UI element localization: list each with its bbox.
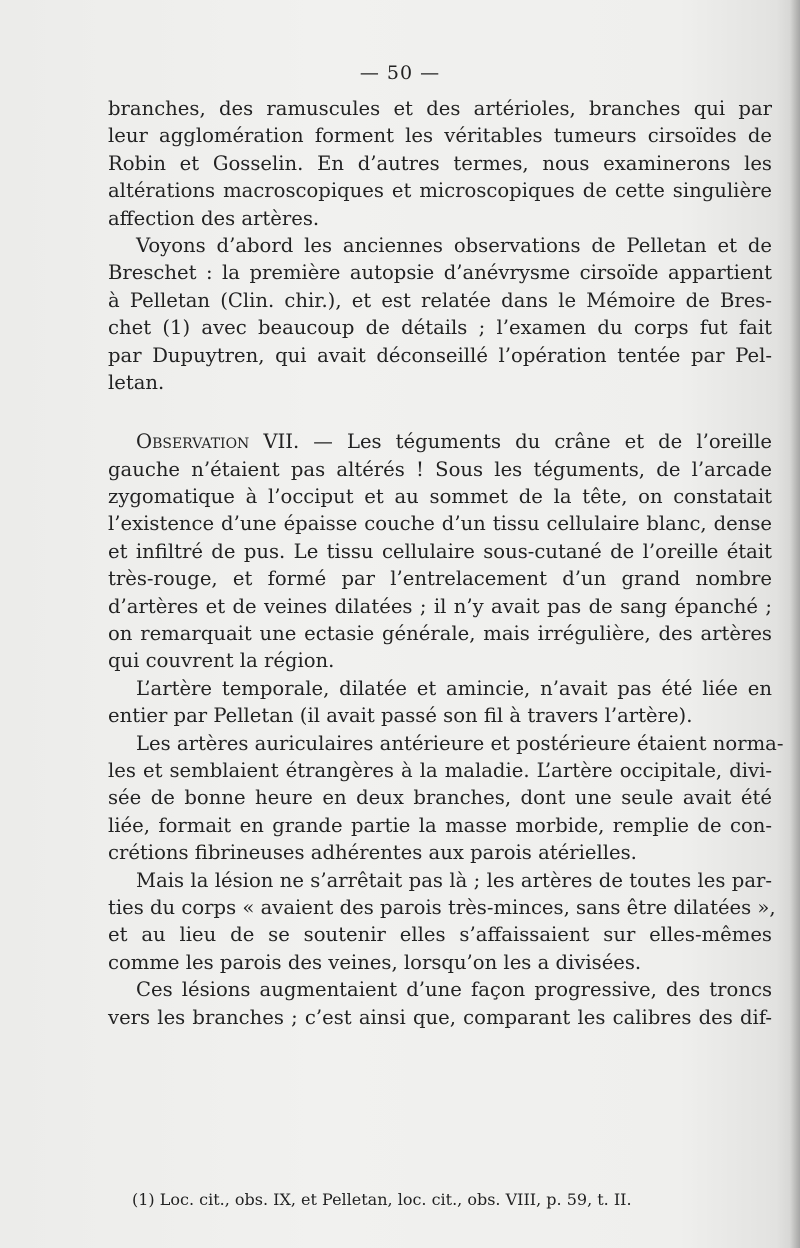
text-line: l’existence d’une épaisse couche d’un tissu cellulaire blanc, dense: [108, 512, 772, 536]
paragraph-pelletan-breschet: [108, 232, 772, 396]
text-line: Mais la lésion ne s’arrêtait pas là ; les artères de toutes les par-: [136, 868, 772, 892]
text-line: à Pelletan (Clin. chir.), et est relatée dans le Mémoire de Bres-: [108, 288, 772, 312]
paragraph-continuation: [108, 95, 772, 232]
body-text: [108, 95, 784, 1031]
text-line: très-rouge, et formé par l’entrelacement d’un grand nombre: [108, 567, 772, 591]
paragraph-temporal-artery: [108, 675, 772, 730]
text-line: [108, 428, 772, 455]
text-line: vers les branches ; c’est ainsi que, comparant les calibres des dif-: [108, 1005, 772, 1029]
text-line: leur agglomération forment les véritables tumeurs cirsoïdes de: [108, 124, 772, 148]
text-line: qui couvrent la région.: [108, 649, 335, 673]
text-line: liée, formait en grande partie la masse morbide, remplie de con-: [108, 813, 772, 837]
text-line: letan.: [108, 370, 165, 394]
page-edge-shadow: [790, 0, 800, 1248]
text-line: crétions fibrineuses adhérentes aux parois atérielles.: [108, 841, 637, 865]
footnote: (1) Loc. cit., obs. IX, et Pelletan, loc. cit., obs. VIII, p. 59, t. II.: [132, 1190, 632, 1209]
text-line: ties du corps « avaient des parois très-minces, sans être dilatées »,: [108, 895, 776, 919]
text-line: zygomatique à l’occiput et au sommet de la tête, on constatait: [108, 485, 772, 509]
text-line: L’artère temporale, dilatée et amincie, n’avait pas été liée en: [136, 676, 772, 700]
text-line: sée de bonne heure en deux branches, dont une seule avait été: [108, 786, 772, 810]
text-line: altérations macroscopiques et microscopiques de cette singulière: [108, 179, 772, 203]
page-number: — 50 —: [359, 62, 441, 84]
text-line: et infiltré de pus. Le tissu cellulaire sous-cutané de l’oreille était: [108, 539, 772, 563]
observation-paragraph: [108, 428, 772, 675]
observation-label: Observation VII.: [136, 430, 300, 454]
text-line: entier par Pelletan (il avait passé son fil à travers l’artère).: [108, 704, 693, 728]
text-line: d’artères et de veines dilatées ; il n’y avait pas de sang épanché ;: [108, 594, 772, 618]
text-line: Breschet : la première autopsie d’anévrysme cirsoïde appartient: [108, 261, 772, 285]
text-line: Voyons d’abord les anciennes observations de Pelletan et de: [136, 233, 772, 257]
text-line: gauche n’étaient pas altérés ! Sous les téguments, de l’arcade: [108, 457, 772, 481]
paragraph-auricular-arteries: [108, 730, 784, 867]
text-line: Ces lésions augmentaient d’une façon progressive, des troncs: [136, 978, 772, 1002]
text-line: par Dupuytren, qui avait déconseillé l’opération tentée par Pel-: [108, 343, 772, 367]
text-line: Les artères auriculaires antérieure et postérieure étaient norma-: [136, 731, 784, 755]
paragraph-lesion-extent: [108, 867, 776, 977]
paragraph-gap: [108, 396, 772, 428]
text-line: chet (1) avec beaucoup de détails ; l’examen du corps fut fait: [108, 316, 772, 340]
text-line: les et semblaient étrangères à la maladie. L’artère occipitale, divi-: [108, 758, 772, 782]
observation-text: — Les téguments du crâne et de l’oreille: [299, 430, 772, 454]
text-line: comme les parois des veines, lorsqu’on les a divisées.: [108, 950, 642, 974]
text-line: branches, des ramuscules et des artérioles, branches qui par: [108, 97, 772, 120]
paragraph-progressive-lesions: [108, 976, 772, 1031]
text-line: affection des artères.: [108, 206, 320, 230]
text-line: on remarquait une ectasie générale, mais irrégulière, des artères: [108, 622, 772, 646]
text-line: Robin et Gosselin. En d’autres termes, nous examinerons les: [108, 151, 772, 175]
text-line: et au lieu de se soutenir elles s’affaissaient sur elles-mêmes: [108, 923, 772, 947]
